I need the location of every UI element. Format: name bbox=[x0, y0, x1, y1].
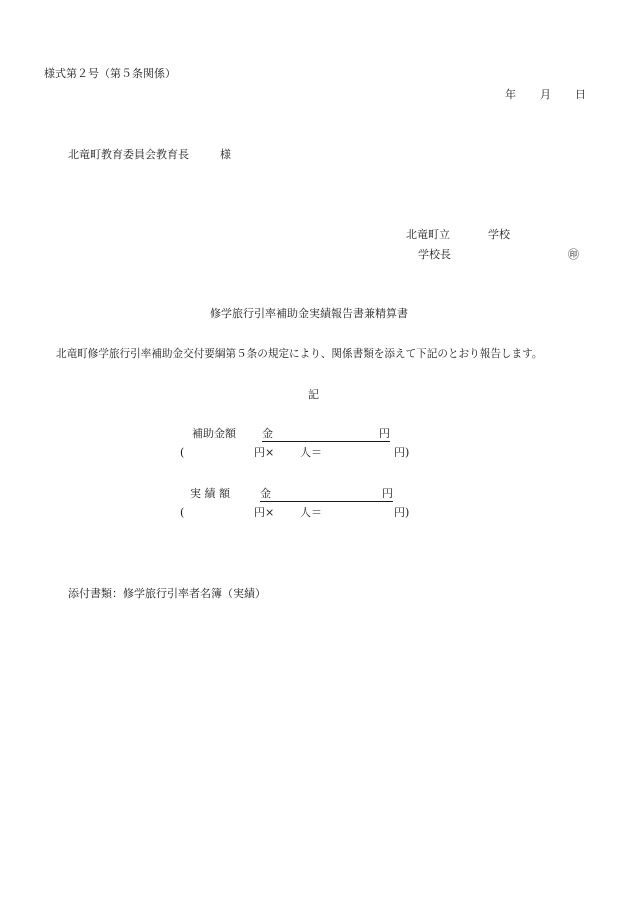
date-month-label: 月 bbox=[540, 88, 551, 101]
actual-calc-open: ( bbox=[180, 506, 185, 519]
actual-calc-close: 円) bbox=[394, 506, 410, 519]
actual-kin: 金 bbox=[260, 487, 271, 500]
actual-amount-underline bbox=[260, 501, 393, 502]
subsidy-calc-open: ( bbox=[180, 446, 185, 459]
principal-label: 学校長 bbox=[418, 248, 451, 261]
subsidy-label: 補助金額 bbox=[192, 427, 236, 440]
addressee-honorific: 様 bbox=[220, 148, 231, 161]
actual-yen: 円 bbox=[382, 487, 393, 500]
actual-calc-yen-x: 円× bbox=[254, 506, 275, 519]
sender-town: 北竜町立 bbox=[406, 228, 450, 241]
addressee-name: 北竜町教育委員会教育長 bbox=[68, 148, 189, 161]
subsidy-calc-yen-x: 円× bbox=[254, 446, 275, 459]
date-day-label: 日 bbox=[575, 88, 586, 101]
subsidy-amount-underline bbox=[262, 441, 390, 442]
document-body: 北竜町修学旅行引率補助金交付要綱第５条の規定により、関係書類を添えて下記のとおり報告します。 bbox=[56, 348, 543, 360]
seal-mark: ㊞ bbox=[568, 248, 579, 261]
subsidy-calc-people: 人＝ bbox=[300, 446, 322, 459]
subsidy-kin: 金 bbox=[262, 427, 273, 440]
sender-school: 学校 bbox=[488, 228, 510, 241]
ki-label: 記 bbox=[308, 388, 319, 401]
subsidy-yen: 円 bbox=[379, 427, 390, 440]
document-title: 修学旅行引率補助金実績報告書兼精算書 bbox=[210, 307, 408, 320]
date-year-label: 年 bbox=[505, 88, 516, 101]
form-label: 様式第２号（第５条関係） bbox=[44, 67, 176, 80]
actual-label: 実 績 額 bbox=[190, 487, 230, 500]
attachment-text: 添付書類：修学旅行引率者名簿（実績） bbox=[68, 587, 266, 600]
actual-calc-people: 人＝ bbox=[300, 506, 322, 519]
subsidy-calc-close: 円) bbox=[394, 446, 410, 459]
